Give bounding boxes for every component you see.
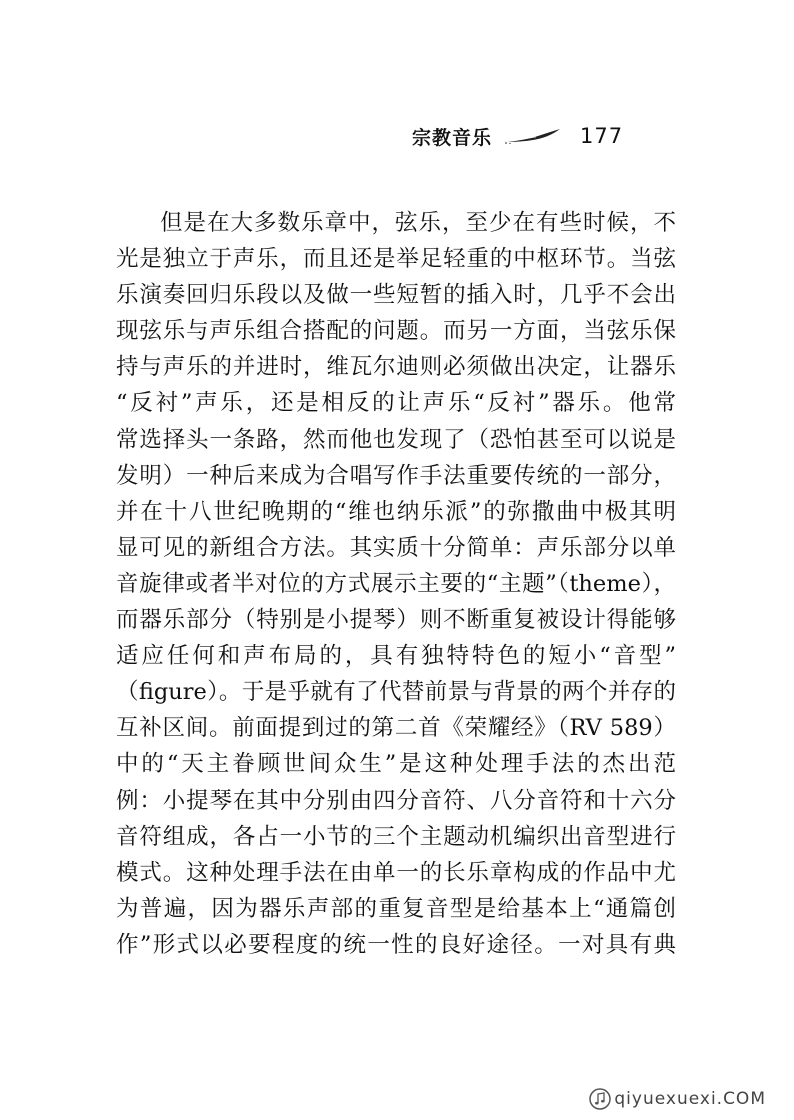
text-line: 例：小提琴在其中分别由四分音符、八分音符和十六分 — [116, 787, 676, 814]
text-line: “反衬”声乐，还是相反的让声乐“反衬”器乐。他常 — [116, 390, 676, 417]
text-line: 音旋律或者半对位的方式展示主要的“主题”（theme）， — [116, 570, 676, 597]
text-line: 适应任何和声布局的，具有独特特色的短小“音型” — [116, 643, 676, 670]
text-line: 为普遍，因为器乐声部的重复音型是给基本上“通篇创 — [116, 895, 676, 922]
text-line: （figure）。于是乎就有了代替前景与背景的两个并存的 — [116, 679, 676, 706]
text-line: 音符组成，各占一小节的三个主题动机编织出音型进行 — [116, 823, 676, 850]
text-line: 乐演奏回归乐段以及做一些短暂的插入时，几乎不会出 — [116, 282, 676, 309]
text-line: 但是在大多数乐章中，弦乐，至少在有些时候，不 — [160, 210, 676, 236]
text-line: 作”形式以必要程度的统一性的良好途径。一对具有典 — [116, 931, 676, 958]
text-line: 互补区间。前面提到过的第二首《荣耀经》（RV 589） — [116, 715, 676, 742]
text-line: 模式。这种处理手法在由单一的长乐章构成的作品中尤 — [116, 859, 676, 886]
site-watermark — [589, 1088, 766, 1110]
text-line: 并在十八世纪晚期的“维也纳乐派”的弥撒曲中极其明 — [116, 498, 676, 525]
chapter-title: 宗教音乐 — [412, 126, 493, 149]
running-header — [412, 121, 623, 151]
text-line: 而器乐部分（特别是小提琴）则不断重复被设计得能够 — [116, 607, 676, 634]
text-line: 光是独立于声乐，而且还是举足轻重的中枢环节。当弦 — [116, 246, 676, 273]
text-line: 现弦乐与声乐组合搭配的问题。而另一方面，当弦乐保 — [116, 318, 676, 345]
music-note-icon — [589, 1088, 611, 1110]
page-number: 177 — [580, 124, 624, 148]
body-paragraph — [116, 205, 676, 963]
watermark-text: qiyuexuexi.COM — [614, 1089, 766, 1109]
quill-ornament-icon — [502, 127, 562, 145]
text-line: 常选择头一条路，然而他也发现了（恐怕甚至可以说是 — [116, 426, 676, 453]
text-line: 发明）一种后来成为合唱写作手法重要传统的一部分， — [116, 462, 676, 489]
text-line: 显可见的新组合方法。其实质十分简单：声乐部分以单 — [116, 534, 676, 561]
text-line: 中的“天主眷顾世间众生”是这种处理手法的杰出范 — [116, 751, 676, 778]
text-line: 持与声乐的并进时，维瓦尔迪则必须做出决定，让器乐 — [116, 354, 676, 381]
